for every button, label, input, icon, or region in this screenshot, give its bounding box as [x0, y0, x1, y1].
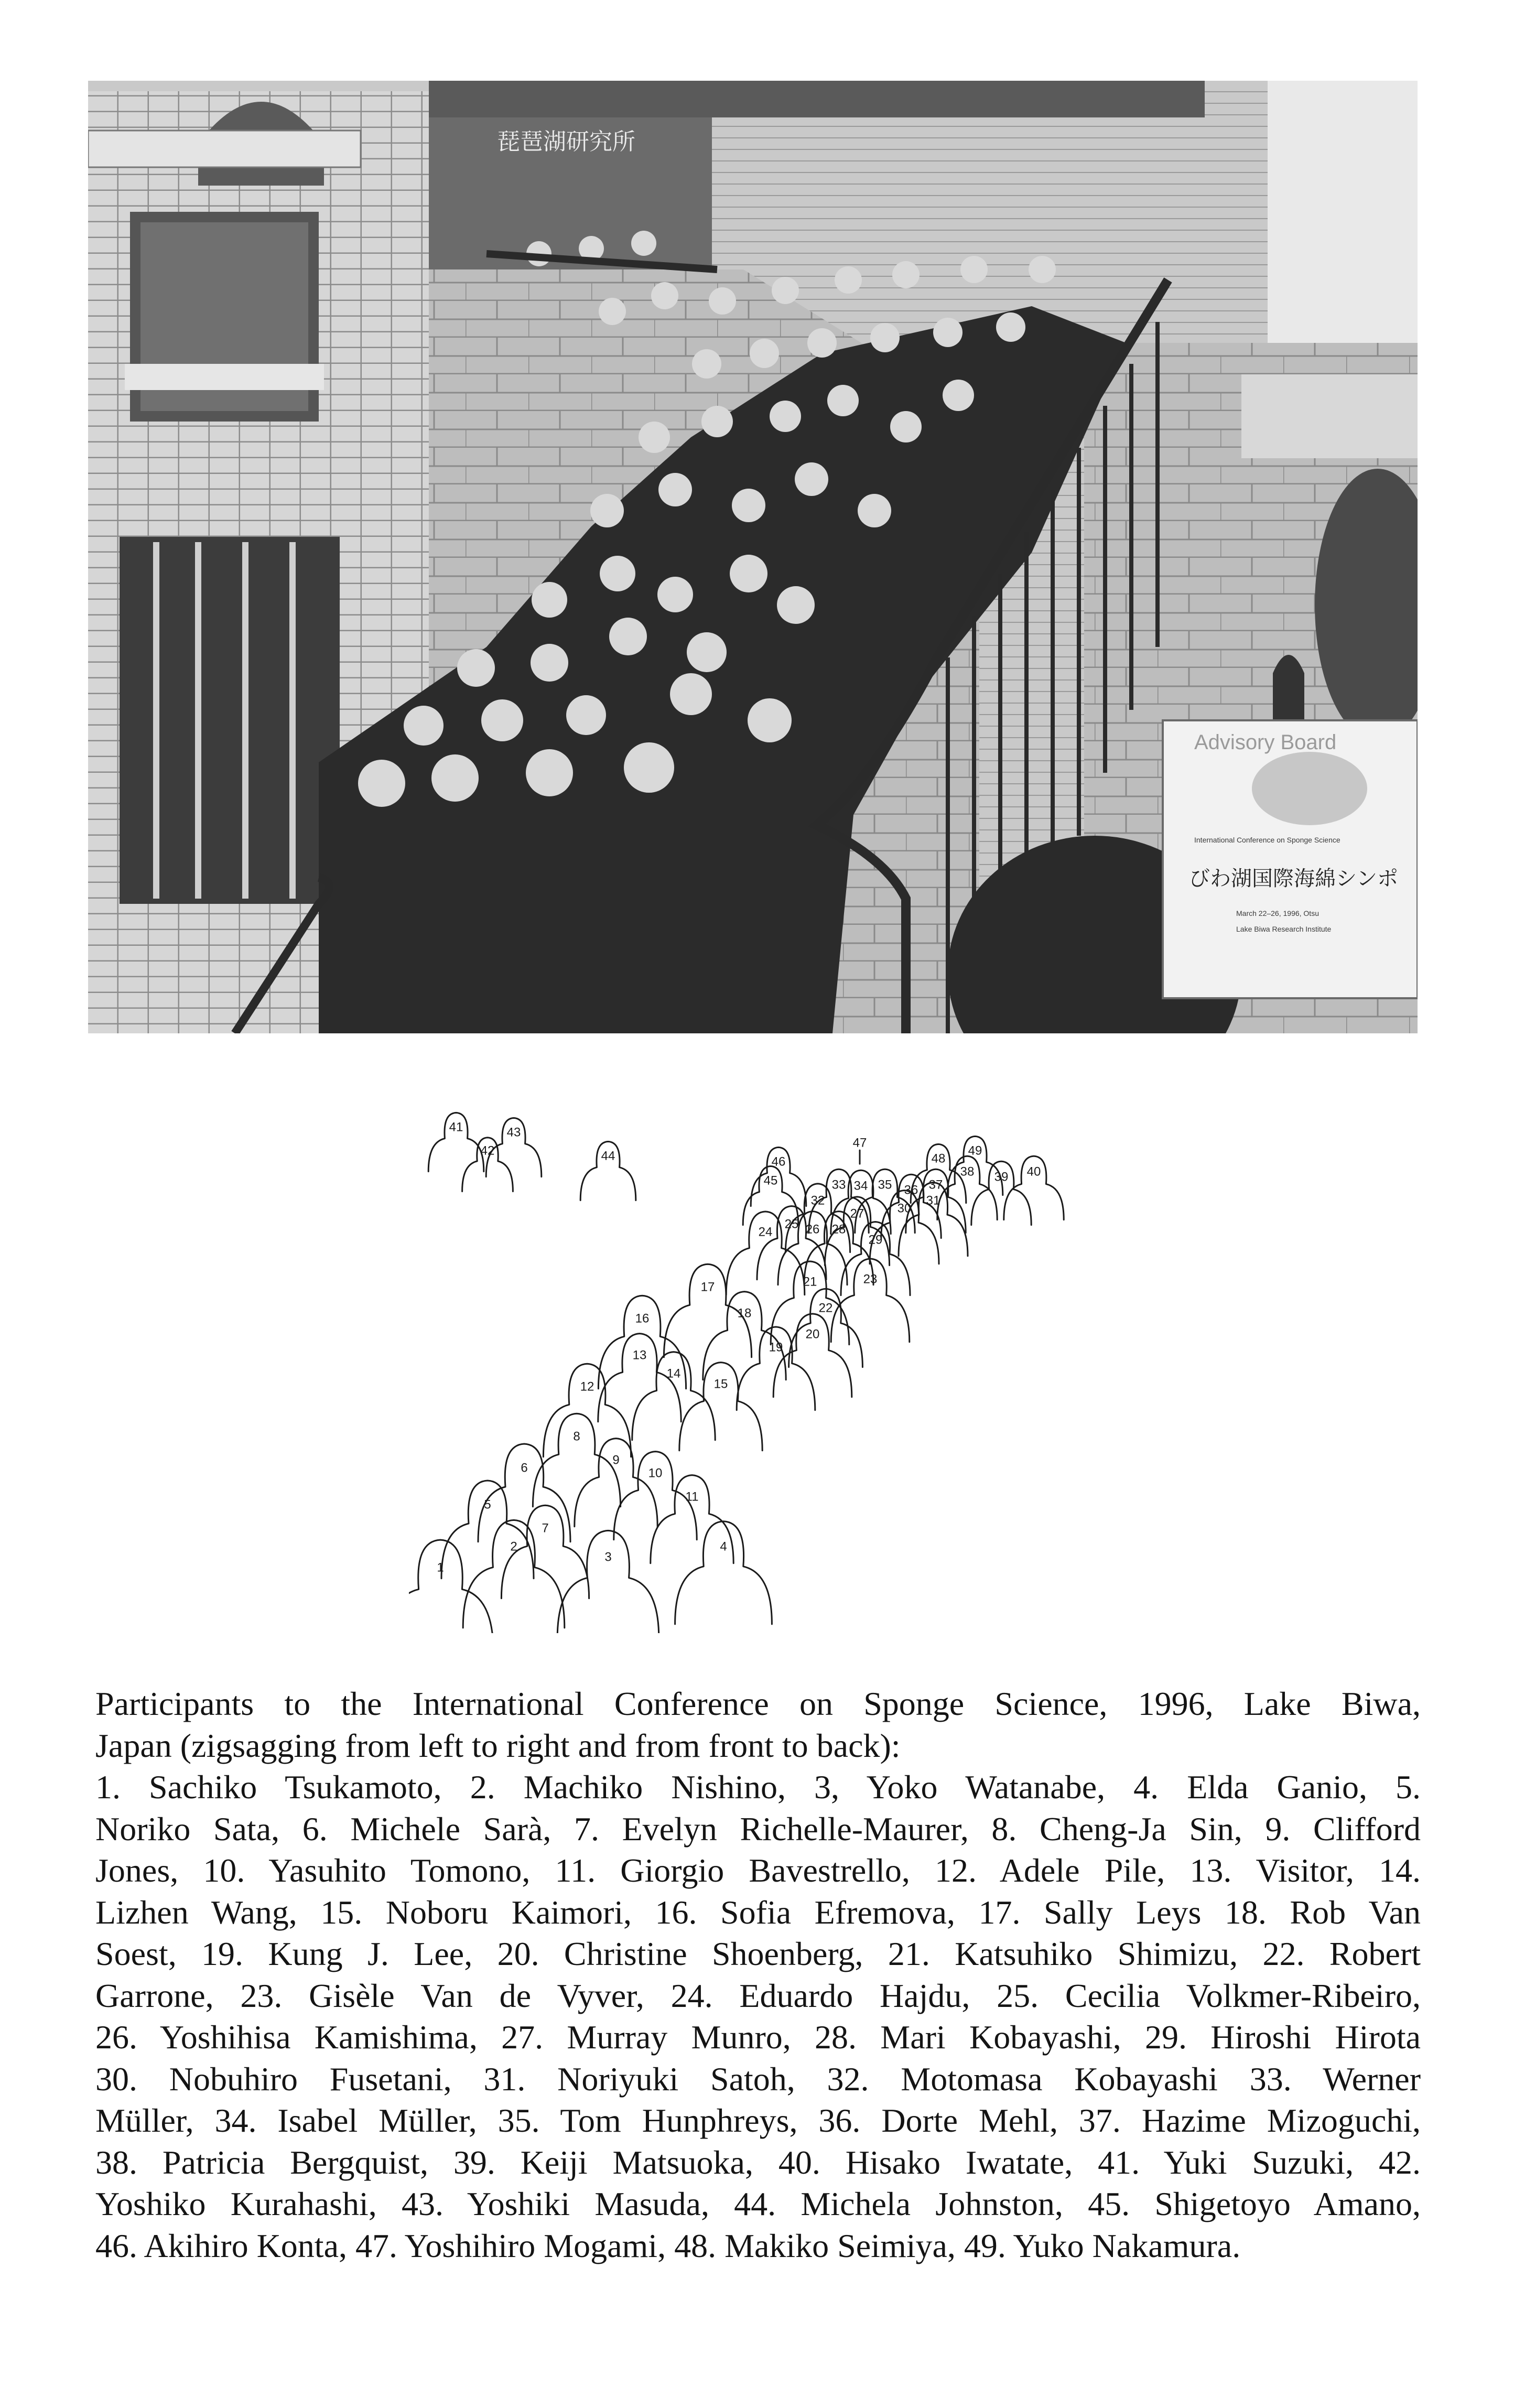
person-number: 37 — [928, 1178, 943, 1192]
person-number: 9 — [612, 1453, 620, 1467]
person-outline — [614, 1452, 697, 1540]
person-number: 23 — [863, 1272, 878, 1287]
person-outline — [632, 1352, 715, 1440]
person-outline — [575, 1439, 657, 1527]
person-number: 44 — [601, 1149, 615, 1163]
person-number: 36 — [904, 1183, 918, 1197]
person-number: 15 — [713, 1377, 728, 1391]
person-number: 20 — [805, 1327, 820, 1342]
person-number: 47 — [852, 1136, 867, 1150]
person-number: 28 — [831, 1222, 846, 1237]
person-number: 34 — [853, 1179, 868, 1193]
caption-line: Garrone, 23. Gisèle Van de Vyver, 24. Eduardo Hajdu, 25. Cecilia Volkmer-Ribeiro, — [95, 1977, 1421, 2014]
caption-line: Participants to the International Conference on Sponge Science, 1996, Lake Biwa, — [95, 1685, 1421, 1722]
key-diagram-drawing — [409, 1064, 1148, 1633]
person-number: 8 — [573, 1429, 580, 1444]
person-number: 35 — [878, 1178, 892, 1192]
person-number: 10 — [648, 1466, 663, 1481]
person-number: 42 — [480, 1143, 495, 1158]
person-number: 26 — [805, 1222, 820, 1237]
building-sign: 琵琶湖研究所 — [497, 128, 635, 155]
person-number: 14 — [666, 1366, 681, 1381]
person-number: 22 — [818, 1301, 833, 1315]
caption-line: 26. Yoshihisa Kamishima, 27. Murray Munro, 28. Mari Kobayashi, 29. Hiroshi Hirota — [95, 2018, 1421, 2056]
person-number: 39 — [994, 1170, 1009, 1184]
person-outline — [441, 1481, 534, 1579]
person-number: 5 — [484, 1497, 491, 1512]
person-number: 33 — [831, 1178, 846, 1192]
caption-line: Soest, 19. Kung J. Lee, 20. Christine Shoenberg, 21. Katsuhiko Shimizu, 22. Robert — [95, 1935, 1421, 1972]
person-outline — [557, 1530, 659, 1633]
person-outline — [409, 1540, 493, 1633]
person-outline — [675, 1521, 772, 1624]
caption-line: 46. Akihiro Konta, 47. Yoshihiro Mogami, 48. Makiko Seimiya, 49. Yuko Nakamura. — [95, 2227, 1241, 2264]
caption-line: Jones, 10. Yasuhito Tomono, 11. Giorgio Bavestrello, 12. Adele Pile, 13. Visitor, 14. — [95, 1852, 1421, 1889]
person-number: 19 — [769, 1340, 783, 1355]
person-number: 48 — [931, 1151, 946, 1166]
caption-line: 1. Sachiko Tsukamoto, 2. Machiko Nishino, 3, Yoko Watanabe, 4. Elda Ganio, 5. — [95, 1768, 1421, 1806]
person-number: 2 — [510, 1539, 517, 1554]
caption-line: Noriko Sata, 6. Michele Sarà, 7. Evelyn Richelle-Maurer, 8. Cheng-Ja Sin, 9. Clifford — [95, 1810, 1421, 1848]
person-number: 32 — [810, 1193, 825, 1208]
sign-japanese: びわ湖国際海綿シンポ — [1189, 867, 1398, 891]
person-number: 46 — [771, 1154, 786, 1169]
caption-line: Müller, 34. Isabel Müller, 35. Tom Hunphreys, 36. Dorte Mehl, 37. Hazime Mizoguchi, — [95, 2102, 1421, 2139]
person-number: 30 — [897, 1201, 912, 1216]
person-number: 25 — [784, 1217, 799, 1232]
person-number: 1 — [437, 1560, 444, 1575]
person-number: 12 — [580, 1379, 594, 1394]
person-outline — [533, 1413, 620, 1506]
person-number: 29 — [868, 1233, 883, 1247]
sign-date: March 22–26, 1996, Otsu — [1236, 909, 1319, 917]
person-number: 38 — [960, 1164, 975, 1179]
person-number: 24 — [758, 1225, 773, 1239]
person-outline — [543, 1364, 631, 1456]
sign-title: Advisory Board — [1194, 731, 1337, 754]
caption-line: Yoshiko Kurahashi, 43. Yoshiki Masuda, 44. Michela Johnston, 45. Shigetoyo Amano, — [95, 2185, 1421, 2222]
person-number: 16 — [635, 1311, 650, 1326]
photo-caption — [95, 1683, 1421, 2266]
person-number: 3 — [604, 1550, 612, 1564]
person-outline — [478, 1444, 570, 1542]
caption-line: Lizhen Wang, 15. Noboru Kaimori, 16. Sofia Efremova, 17. Sally Leys 18. Rob Van — [95, 1893, 1421, 1931]
caption-line: 38. Patricia Bergquist, 39. Keiji Matsuoka, 40. Hisako Iwatate, 41. Yuki Suzuki, 42. — [95, 2143, 1421, 2181]
person-number: 7 — [542, 1521, 549, 1536]
person-number: 18 — [737, 1306, 752, 1321]
sign-conference: International Conference on Sponge Science — [1194, 836, 1340, 844]
participant-key-diagram — [409, 1064, 1148, 1633]
person-number: 11 — [685, 1489, 699, 1504]
person-number: 41 — [449, 1120, 463, 1135]
person-number: 6 — [521, 1461, 528, 1475]
person-number: 31 — [926, 1193, 940, 1208]
caption-line: Japan (zigsagging from left to right and from front to back): — [95, 1726, 901, 1764]
person-number: 49 — [968, 1143, 982, 1158]
person-number: 13 — [632, 1348, 647, 1363]
person-number: 40 — [1026, 1164, 1041, 1179]
person-outline — [679, 1363, 762, 1451]
person-outline — [703, 1292, 786, 1380]
caption-line: 30. Nobuhiro Fusetani, 31. Noriyuki Satoh, 32. Motomasa Kobayashi 33. Werner — [95, 2060, 1421, 2098]
person-number: 4 — [720, 1539, 727, 1554]
sign-institute: Lake Biwa Research Institute — [1236, 925, 1332, 933]
group-photo — [88, 81, 1418, 1033]
person-number: 17 — [700, 1280, 715, 1294]
person-number: 43 — [506, 1125, 521, 1140]
person-number: 27 — [850, 1206, 864, 1221]
person-number: 45 — [763, 1173, 778, 1188]
person-number: 21 — [803, 1275, 817, 1289]
person-outline — [831, 1259, 910, 1342]
